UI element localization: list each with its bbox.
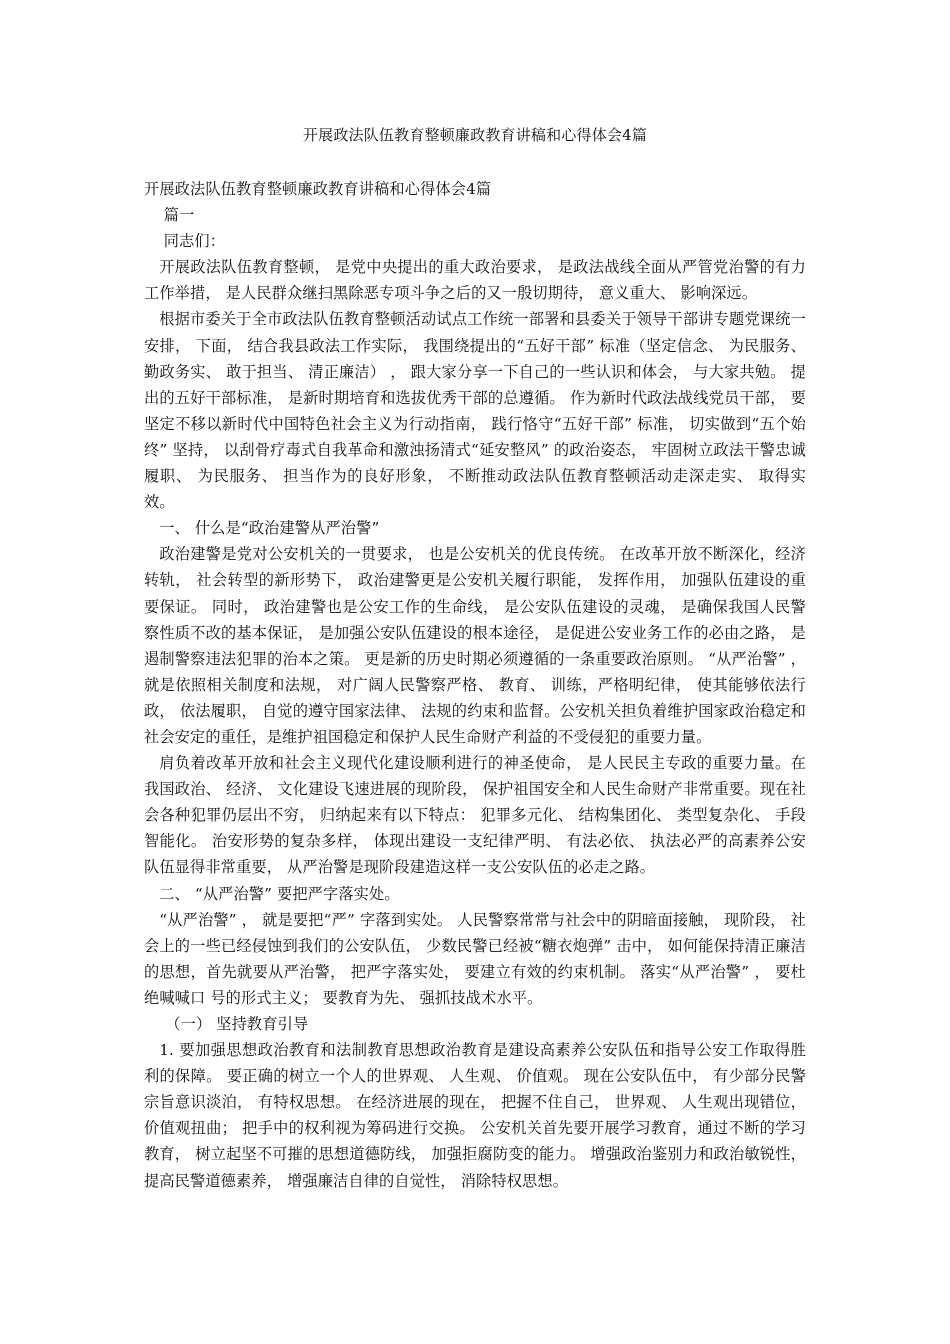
- salutation: 同志们：: [163, 232, 226, 251]
- section2-paragraph: “从严治警” ， 就是要把“严” 字落到实处。 人民警察常常与社会中的阴暗面接触， 现阶段， 社会上的一些已经侵蚀到我们的公安队伍， 少数民警已经被“糖衣炮弹” 击中， 如何能保持清正廉洁的思想，首先就要从严治警， 把严字落实处， 要建立有效的约束机制。 落实“从严治警” ， 要杜绝喊喊口 号的形式主义； 要教育为先、 强抓技战术水平。: [144, 910, 806, 1007]
- subsection1-paragraph: 1. 要加强思想政治教育和法制教育思想政治教育是建设高素养公安队伍和指导公安工作取得胜利的保障。 要正确的树立一个人的世界观、 人生观、 价值观。 现在公安队伍中， 有少部分民警宗旨意识淡泊， 有特权思想。 在经济进展的现在， 把握不住自己， 世界观、 人生观出现错位， 价值观扭曲； 把手中的权利视为筹码进行交换。 公安机关首先要开展学习教育，通过不断的学习教育， 树立起坚不可摧的思想道德防线， 加强拒腐防变的能力。 增强政治鉴别力和政治敏锐性，提高民警道德素养， 增强廉洁自律的自觉性， 消除特权思想。: [144, 1041, 806, 1190]
- document-body: [144, 176, 806, 1194]
- paragraph-background: 根据市委关于全市政法队伍教育整顿活动试点工作统一部署和县委关于领导干部讲专题党课统一安排， 下面， 结合我县政法工作实际， 我围绕提出的“五好干部” 标准（坚定信念、 为民服务、 勤政务实、 敢于担当、 清正廉洁） ， 跟大家分享一下自己的一些认识和体会， 与大家共勉。 提出的五好干部标准， 是新时期培育和选拔优秀干部的总遵循。 作为新时代政法战线党员干部， 要坚定不移以新时代中国特色社会主义为行动指南， 践行恪守“五好干部” 标准， 切实做到“五个始终” 坚持， 以刮骨疗毒式自我革命和激浊扬清式“延安整风” 的政治姿态， 牢固树立政法干警忠诚履职、 为民服务、 担当作为的良好形象， 不断推动政法队伍教育整顿活动走深走实、 取得实效。: [144, 310, 806, 512]
- section-heading-1: 一、 什么是“政治建警从严治警”: [159, 519, 380, 538]
- paragraph-intro: 开展政法队伍教育整顿， 是党中央提出的重大政治要求， 是政法战线全面从严管党治警的有力工作举措， 是人民群众继扫黑除恶专项斗争之后的又一殷切期待， 意义重大、 影响深远。: [144, 258, 806, 303]
- section1-paragraph: 肩负着改革开放和社会主义现代化建设顺利进行的神圣使命， 是人民民主专政的重要力量。在我国政治、 经济、 文化建设飞速进展的现阶段， 保护祖国安全和人民生命财产非常重要。现在社会各种犯罪仍层出不穷， 归纳起来有以下特点： 犯罪多元化、 结构集团化、 类型复杂化、 手段智能化。 治安形势的复杂多样， 体现出建设一支纪律严明、 有法必依、 执法必严的高素养公安队伍显得非常重要， 从严治警是现阶段建造这样一支公安队伍的必走之路。: [144, 754, 806, 877]
- section-heading-2: 二、 “从严治警” 要把严字落实处。: [159, 884, 400, 903]
- part-label: 篇一: [163, 206, 195, 225]
- document-title: 开展政法队伍教育整顿廉政教育讲稿和心得体会4篇: [144, 180, 492, 198]
- section1-paragraph: 政治建警是党对公安机关的一贯要求， 也是公安机关的优良传统。 在改革开放不断深化，经济转轨， 社会转型的新形势下， 政治建警更是公安机关履行职能， 发挥作用， 加强队伍建设的重要保证。 同时， 政治建警也是公安工作的生命线， 是公安队伍建设的灵魂， 是确保我国人民警察性质不改的基本保证， 是加强公安队伍建设的根本途径， 是促进公安业务工作的必由之路， 是遏制警察违法犯罪的治本之策。 更是新的历史时期必须遵循的一条重要政治原则。 “从严治警” ， 就是依照相关制度和法规， 对广阔人民警察严格、 教育、 训练，严格明纪律， 使其能够依法行政， 依法履职， 自觉的遵守国家法律、 法规的约束和监督。公安机关担负着维护国家政治稳定和社会安定的重任，是维护祖国稳定和保护人民生命财产利益的不受侵犯的重要力量。: [144, 545, 806, 746]
- page-header-title: 开展政法队伍教育整顿廉政教育讲稿和心得体会4篇: [302, 126, 648, 144]
- subsection-heading-1: （一） 坚持教育引导: [165, 1015, 309, 1033]
